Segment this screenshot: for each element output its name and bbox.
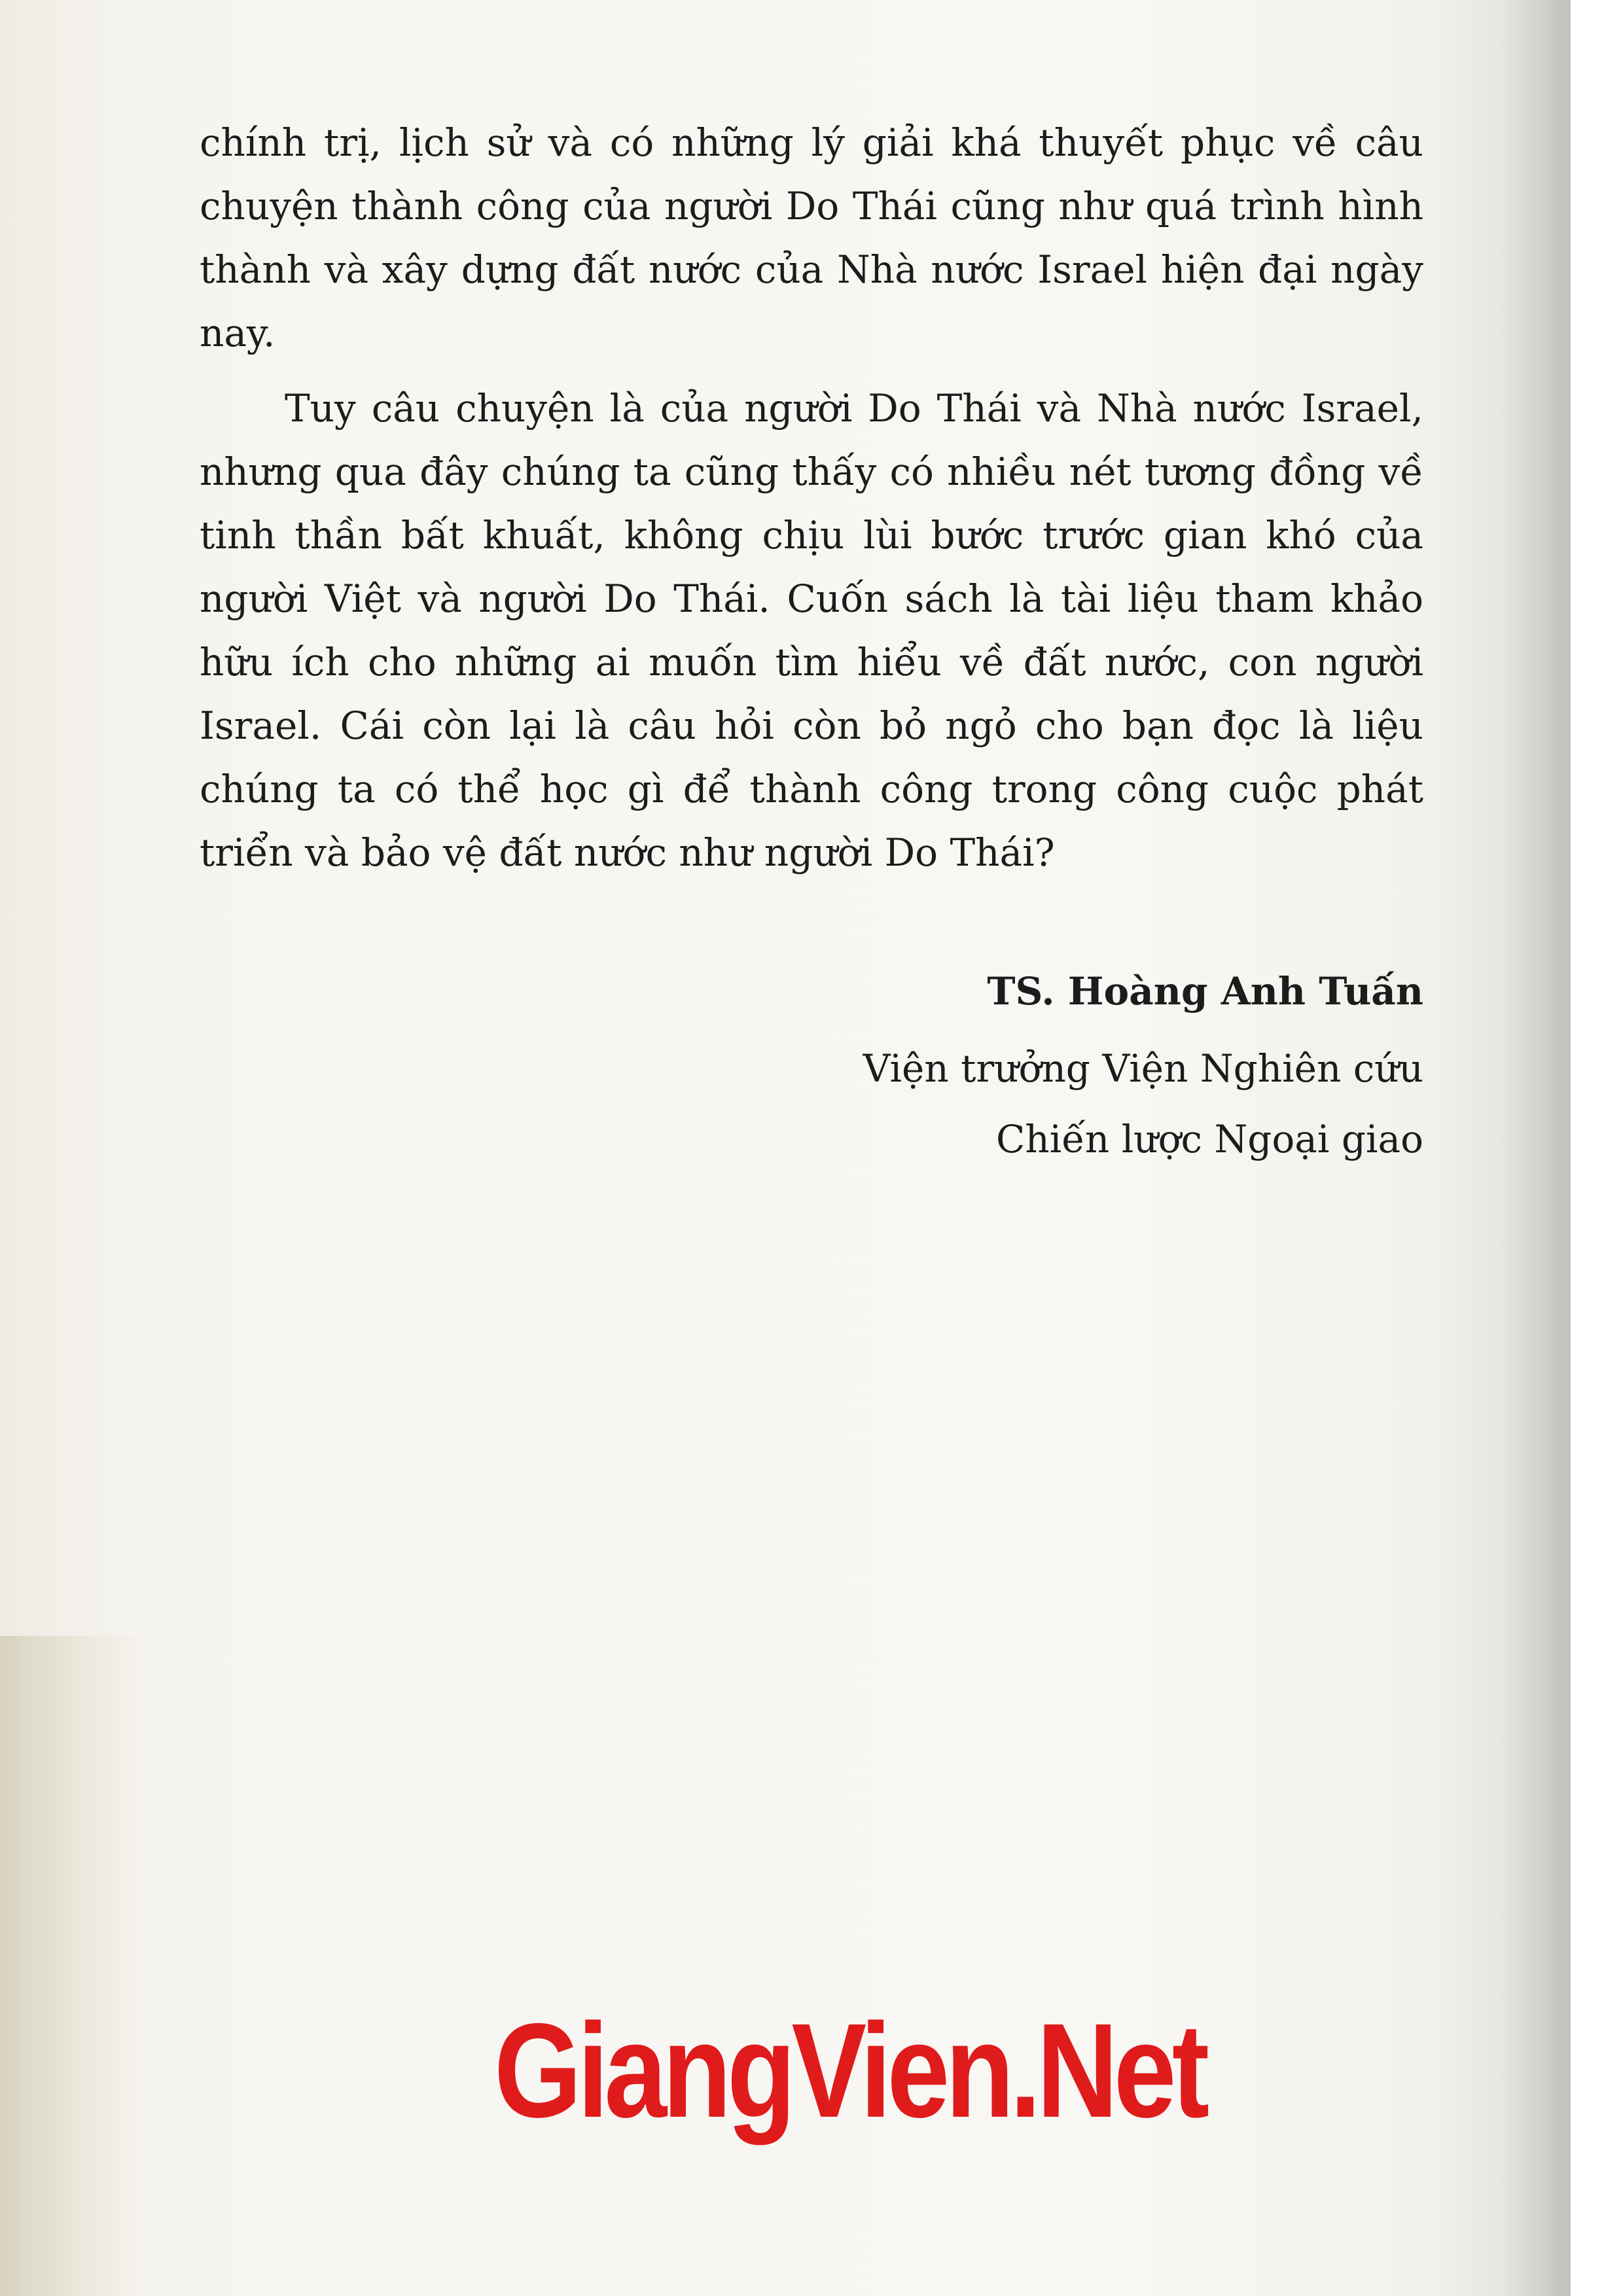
paragraph-1: chính trị, lịch sử và có những lý giải khá thuyết phục về câu chuyện thành công của người Do Thái cũng như quá trình hình thành và xây dựng đất nước của Nhà nước Israel hiện đại ngày nay. <box>200 120 1423 355</box>
author-name: TS. Hoàng Anh Tuấn <box>987 969 1423 1014</box>
author-title-line-1: Viện trưởng Viện Nghiên cứu <box>863 1046 1423 1091</box>
signature-block <box>507 959 1423 1172</box>
author-title-line-2: Chiến lược Ngoại giao <box>995 1117 1423 1161</box>
paragraph-2: Tuy câu chuyện là của người Do Thái và Nhà nước Israel, nhưng qua đây chúng ta cũng thấy có nhiều nét tương đồng về tinh thần bất khuất, không chịu lùi bước trước gian khó của người Việt và người Do Thái. Cuốn sách là tài liệu tham khảo hữu ích cho những ai muốn tìm hiểu về đất nước, con người Israel. Cái còn lại là câu hỏi còn bỏ ngỏ cho bạn đọc là liệu chúng ta có thể học gì để thành công trong công cuộc phát triển và bảo vệ đất nước như người Do Thái? <box>200 386 1423 875</box>
scan-margin <box>1571 0 1623 2296</box>
body-text <box>200 111 1423 885</box>
page-binding-shadow <box>0 1636 151 2296</box>
watermark-logo: GiangVien.Net <box>494 1996 1205 2146</box>
